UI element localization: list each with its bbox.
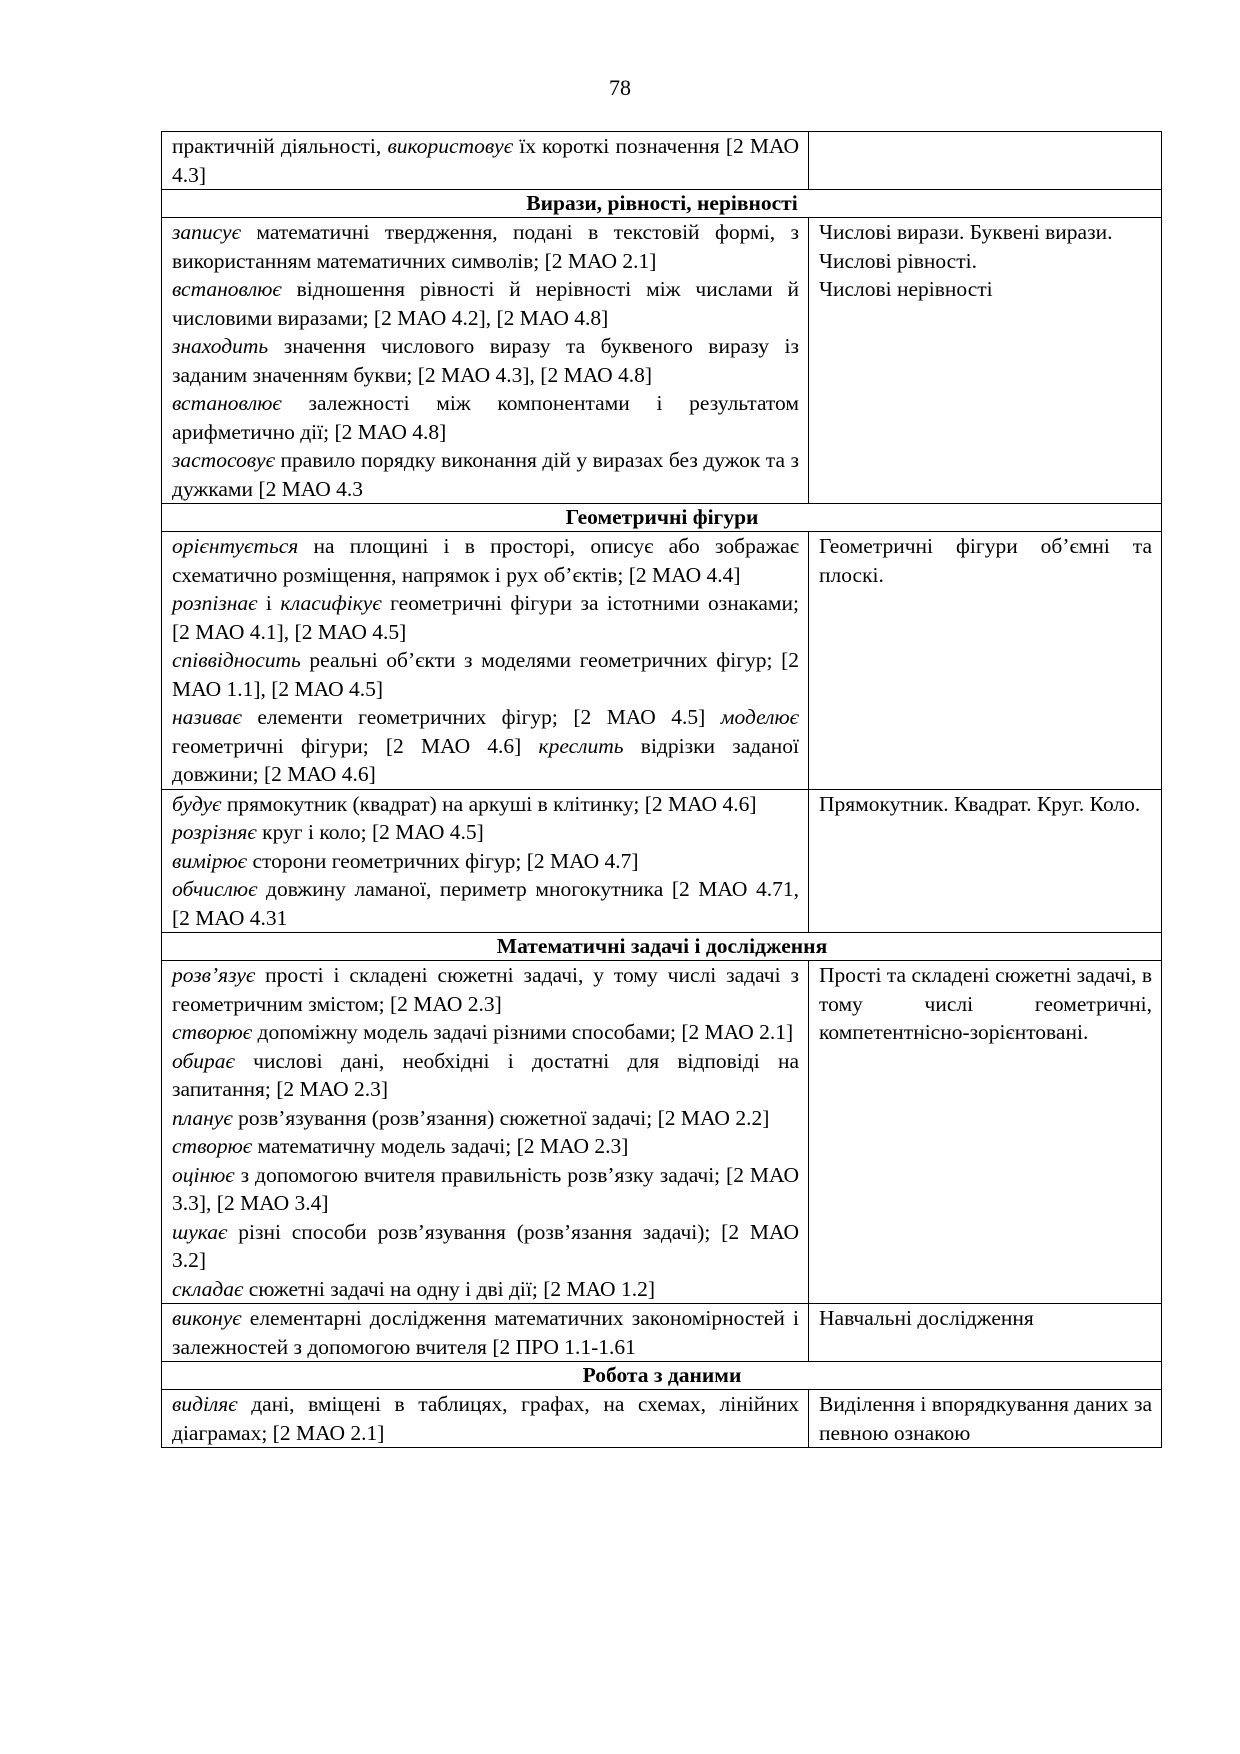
- content-cell: [809, 961, 1162, 1304]
- outcome-item: [172, 818, 799, 847]
- section-row: [162, 1362, 1162, 1390]
- table-row: [162, 218, 1162, 504]
- outcome-item: [172, 132, 799, 189]
- outcome-item: [172, 847, 799, 876]
- outcome-text: геометричні фігури; [2 МАО 4.6]: [172, 733, 539, 758]
- content-item: Геометричні фігури об’ємні та плоскі.: [819, 534, 1152, 587]
- table-row: [162, 532, 1162, 790]
- outcome-item: [172, 1018, 799, 1047]
- content-item: Прості та складені сюжетні задачі, в тому числі геометричні, компетентнісно-зорієнтовані.: [819, 963, 1152, 1044]
- outcome-text: елементи геометричних фігур; [2 МАО 4.5]: [241, 705, 721, 729]
- outcome-text: прямокутник (квадрат) на аркуші в клітинку; [2 МАО 4.6]: [221, 791, 757, 816]
- outcome-verb: створює: [172, 1020, 253, 1044]
- outcomes-cell: [162, 961, 809, 1304]
- outcome-text: дані, вміщені в таблицях, графах, на схемах, лінійних діаграмах; [2 МАО 2.1]: [172, 1392, 799, 1445]
- outcome-verb: розпізнає: [172, 591, 258, 615]
- outcome-verb: обирає: [172, 1048, 235, 1073]
- table-row: [162, 1304, 1162, 1362]
- outcome-verb: використовує: [387, 134, 514, 158]
- outcome-item: [172, 703, 799, 789]
- section-heading-problems: Математичні задачі і дослідження: [162, 933, 1162, 961]
- outcome-item: [172, 875, 799, 932]
- outcome-text: відношення рівності й нерівності між числами й числовими виразами; [2 МАО 4.2], [2 МАО 4.8]: [172, 277, 799, 330]
- outcome-verb: моделює: [720, 705, 799, 729]
- outcome-item: [172, 275, 799, 332]
- outcome-item: [172, 790, 799, 819]
- outcome-text: сторони геометричних фігур; [2 МАО 4.7]: [247, 848, 639, 873]
- outcome-verb: класифікує: [280, 591, 382, 615]
- outcome-text: розв’язування (розв’язання) сюжетної задачі; [2 МАО 2.2]: [232, 1105, 770, 1130]
- outcomes-cell: [162, 532, 809, 790]
- content-cell: [809, 532, 1162, 790]
- outcomes-cell: [162, 1304, 809, 1362]
- outcome-item: [172, 332, 799, 389]
- curriculum-table: [161, 131, 1162, 1448]
- outcome-verb: складає: [172, 1276, 244, 1301]
- content-item: Навчальні дослідження: [819, 1306, 1034, 1330]
- content-item: Числові нерівності: [819, 277, 993, 301]
- outcome-text: математичну модель задачі; [2 МАО 2.3]: [252, 1134, 629, 1158]
- content-item: Числові рівності.: [819, 248, 977, 273]
- outcome-text: сюжетні задачі на одну і дві дії; [2 МАО 1.2]: [243, 1276, 655, 1301]
- outcome-text: реальні об’єкти з моделями геометричних фігур; [2 МАО 1.1], [2 МАО 4.5]: [172, 648, 799, 701]
- outcomes-cell: [162, 789, 809, 933]
- outcome-text: геометричні фігури за істотними ознаками; [2 МАО 4.1], [2 МАО 4.5]: [172, 591, 799, 644]
- content-cell: [809, 1304, 1162, 1362]
- section-row: [162, 933, 1162, 961]
- content-cell: [809, 132, 1162, 190]
- outcome-verb: виділяє: [172, 1392, 238, 1416]
- content-cell: [809, 789, 1162, 933]
- content-cell: [809, 218, 1162, 504]
- outcome-item: [172, 1275, 799, 1304]
- outcome-item: [172, 1047, 799, 1104]
- outcome-item: [172, 1218, 799, 1275]
- outcome-item: [172, 646, 799, 703]
- outcomes-cell: [162, 1390, 809, 1448]
- outcome-item: [172, 1104, 799, 1133]
- outcome-text: прості і складені сюжетні задачі, у тому числі задачі з геометричним змістом; [2 МАО 2.3]: [172, 963, 799, 1016]
- outcome-verb: називає: [172, 705, 242, 729]
- outcome-text: елементарні дослідження математичних закономірностей і залежностей з допомогою вчителя [2 ПРО 1.1-1.61: [172, 1306, 799, 1359]
- outcome-verb: будує: [172, 791, 222, 816]
- outcome-verb: записує: [172, 220, 241, 244]
- outcome-verb: орієнтується: [172, 534, 299, 558]
- outcome-text: і: [257, 591, 281, 615]
- section-heading-geometry: Геометричні фігури: [162, 504, 1162, 532]
- outcome-verb: оцінює: [172, 1162, 235, 1187]
- outcome-item: [172, 1390, 799, 1447]
- page-number: 78: [609, 75, 631, 100]
- outcome-item: [172, 961, 799, 1018]
- content-item: Виділення і впорядкування даних за певною ознакою: [819, 1392, 1152, 1445]
- table-row: [162, 961, 1162, 1304]
- outcome-verb: розв’язує: [172, 963, 256, 987]
- outcome-text: з допомогою вчителя правильність розв’язку задачі; [2 МАО 3.3], [2 МАО 3.4]: [172, 1162, 799, 1215]
- outcome-item: [172, 1161, 799, 1218]
- outcome-item: [172, 446, 799, 503]
- outcome-verb: застосовує: [172, 448, 275, 472]
- outcome-item: [172, 218, 799, 275]
- section-heading-data: Робота з даними: [162, 1362, 1162, 1390]
- outcome-verb: встановлює: [172, 391, 282, 415]
- outcome-verb: обчислює: [172, 877, 258, 901]
- section-row: [162, 190, 1162, 218]
- outcomes-cell: [162, 132, 809, 190]
- outcome-verb: розрізняє: [172, 820, 257, 844]
- outcome-text: правило порядку виконання дій у виразах без дужок та з дужками [2 МАО 4.3: [172, 448, 799, 501]
- outcome-verb: шукає: [172, 1219, 228, 1244]
- outcome-text: числові дані, необхідні і достатні для відповіді на запитання; [2 МАО 2.3]: [172, 1048, 799, 1101]
- outcome-text: значення числового виразу та буквеного виразу із заданим значенням букви; [2 МАО 4.3], [2 МАО 4.8]: [172, 334, 799, 387]
- outcome-verb: креслить: [538, 733, 624, 758]
- content-item: Прямокутник. Квадрат. Круг. Коло.: [819, 791, 1141, 816]
- outcome-text: круг і коло; [2 МАО 4.5]: [256, 820, 484, 844]
- content-item: Числові вирази. Буквені вирази.: [819, 220, 1113, 244]
- outcome-text: різні способи розв’язування (розв’язання задачі); [2 МАО 3.2]: [172, 1219, 799, 1272]
- outcome-item: [172, 389, 799, 446]
- outcome-item: [172, 1304, 799, 1361]
- section-heading-expressions: Вирази, рівності, нерівності: [162, 190, 1162, 218]
- outcome-item: [172, 1132, 799, 1161]
- outcome-text: на площині і в просторі, описує або зображає схематично розміщення, напрямок і рух об’єктів; [2 МАО 4.4]: [172, 534, 799, 587]
- outcome-text: їх короткі позначення [2 МАО 4.3]: [172, 134, 800, 187]
- outcome-verb: встановлює: [172, 277, 282, 301]
- outcome-item: [172, 532, 799, 589]
- table-row: [162, 789, 1162, 933]
- outcome-verb: виконує: [172, 1306, 242, 1330]
- outcomes-cell: [162, 218, 809, 504]
- content-cell: [809, 1390, 1162, 1448]
- outcome-item: [172, 589, 799, 646]
- table-row: [162, 132, 1162, 190]
- section-row: [162, 504, 1162, 532]
- outcome-verb: знаходить: [172, 334, 269, 358]
- table-row: [162, 1390, 1162, 1448]
- outcome-text: залежності між компонентами і результатом арифметично дії; [2 МАО 4.8]: [172, 391, 799, 444]
- outcome-text: довжину ламаної, периметр многокутника [2 МАО 4.71, [2 МАО 4.31: [172, 877, 799, 930]
- outcome-text: математичні твердження, подані в текстовій формі, з використанням математичних символів; [2 МАО 2.1]: [172, 220, 799, 273]
- outcome-text: відрізки заданої довжини; [2 МАО 4.6]: [172, 733, 799, 786]
- outcome-verb: створює: [172, 1134, 253, 1158]
- outcome-verb: вимірює: [172, 848, 248, 873]
- outcome-text: практичній діяльності,: [172, 134, 388, 158]
- outcome-verb: планує: [172, 1105, 233, 1130]
- outcome-verb: співвідносить: [172, 648, 301, 672]
- outcome-text: допоміжну модель задачі різними способами; [2 МАО 2.1]: [252, 1020, 794, 1044]
